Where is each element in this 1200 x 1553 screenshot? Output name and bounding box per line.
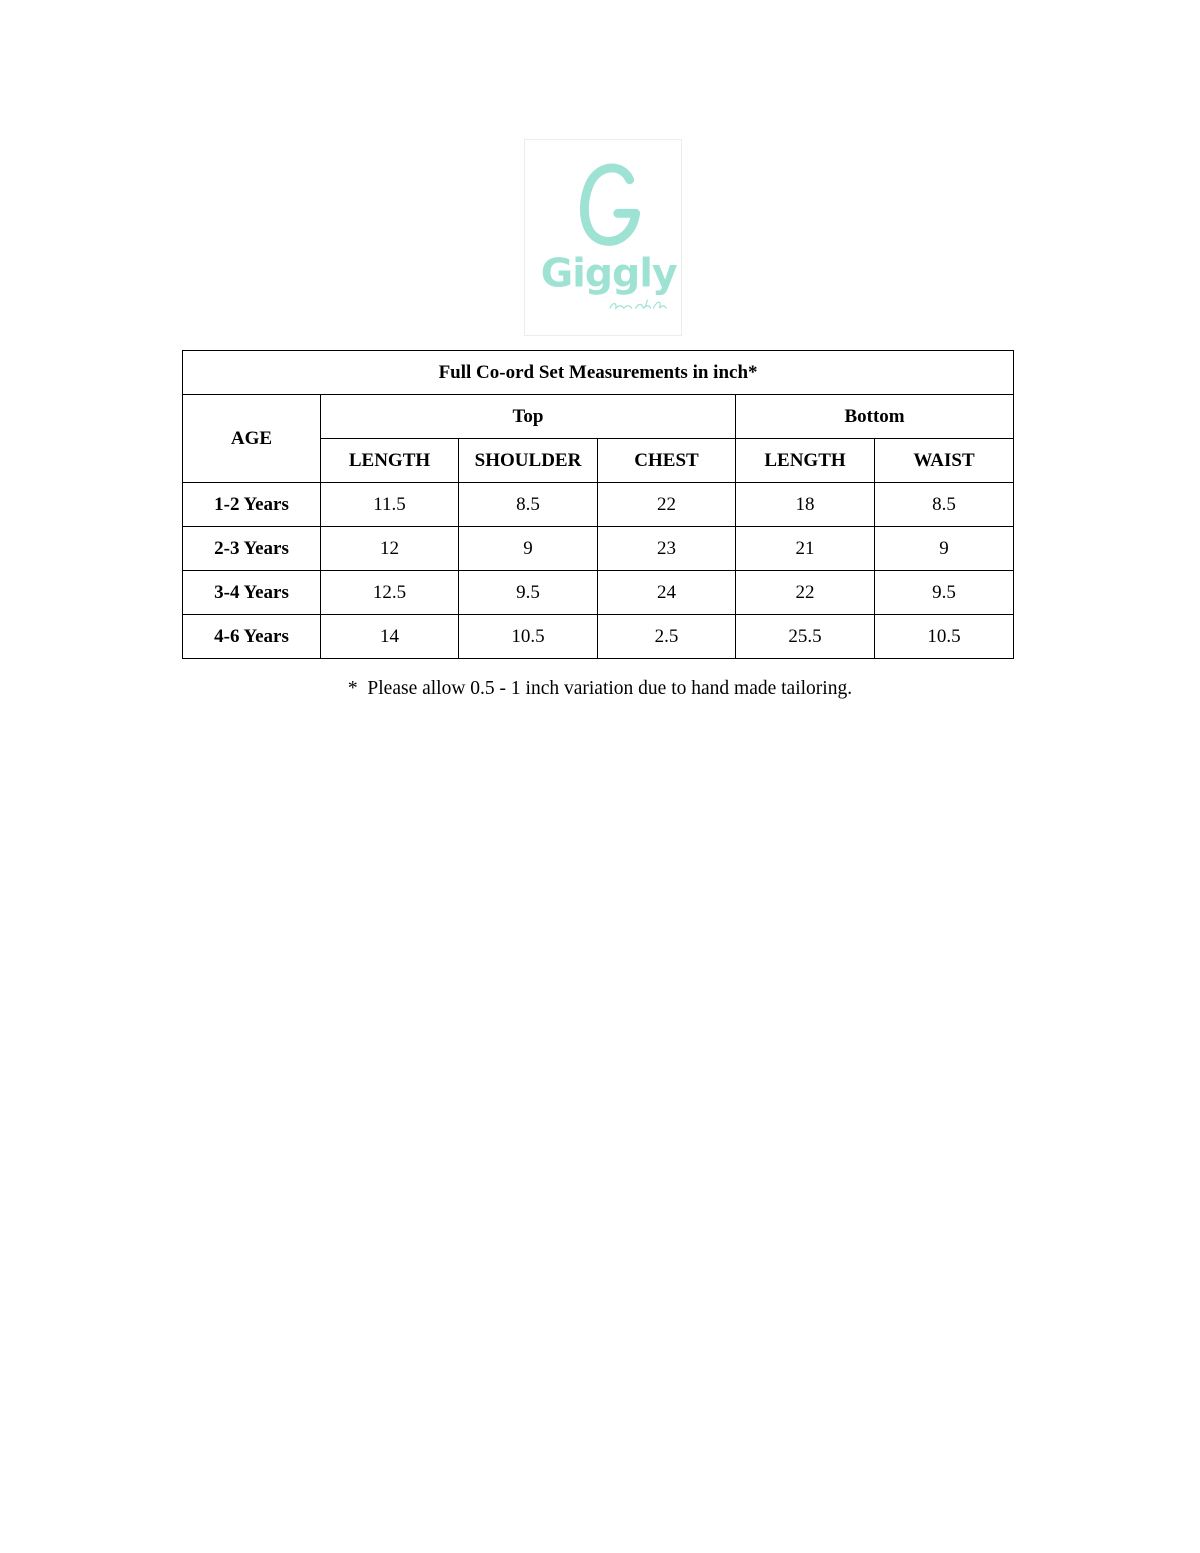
table-cell: 22 [736,571,875,615]
table-cell: 9 [459,527,598,571]
table-cell: 11.5 [321,483,459,527]
table-cell: 22 [598,483,736,527]
table-cell: 8.5 [459,483,598,527]
age-cell: 3-4 Years [183,571,321,615]
table-row [183,483,1014,527]
top-length-header: LENGTH [321,439,459,483]
table-cell: 9.5 [459,571,598,615]
table-row [183,615,1014,659]
tailoring-note: * Please allow 0.5 - 1 inch variation due to hand made tailoring. [347,678,853,699]
bottom-group-header: Bottom [736,395,1014,439]
age-header: AGE [183,395,321,483]
table-cell: 24 [598,571,736,615]
top-chest-header: CHEST [598,439,736,483]
top-shoulder-header: SHOULDER [459,439,598,483]
table-cell: 9 [875,527,1014,571]
brand-logo [524,139,682,336]
table-cell: 23 [598,527,736,571]
table-row [183,571,1014,615]
giggly-logo-icon [525,140,681,335]
table-cell: 21 [736,527,875,571]
table-row [183,527,1014,571]
bottom-length-header: LENGTH [736,439,875,483]
top-group-header: Top [321,395,736,439]
table-cell: 10.5 [875,615,1014,659]
bottom-waist-header: WAIST [875,439,1014,483]
table-cell: 10.5 [459,615,598,659]
table-cell: 18 [736,483,875,527]
table-cell: 12.5 [321,571,459,615]
table-cell: 2.5 [598,615,736,659]
table-cell: 12 [321,527,459,571]
age-cell: 4-6 Years [183,615,321,659]
group-header-row [183,395,1014,439]
table-title: Full Co-ord Set Measurements in inch* [183,351,1014,395]
table-cell: 14 [321,615,459,659]
svg-text:Giggly: Giggly [540,250,677,297]
table-cell: 9.5 [875,571,1014,615]
table-title-row [183,351,1014,395]
age-cell: 2-3 Years [183,527,321,571]
table-cell: 8.5 [875,483,1014,527]
table-cell: 25.5 [736,615,875,659]
age-cell: 1-2 Years [183,483,321,527]
size-chart-table [182,350,1014,659]
